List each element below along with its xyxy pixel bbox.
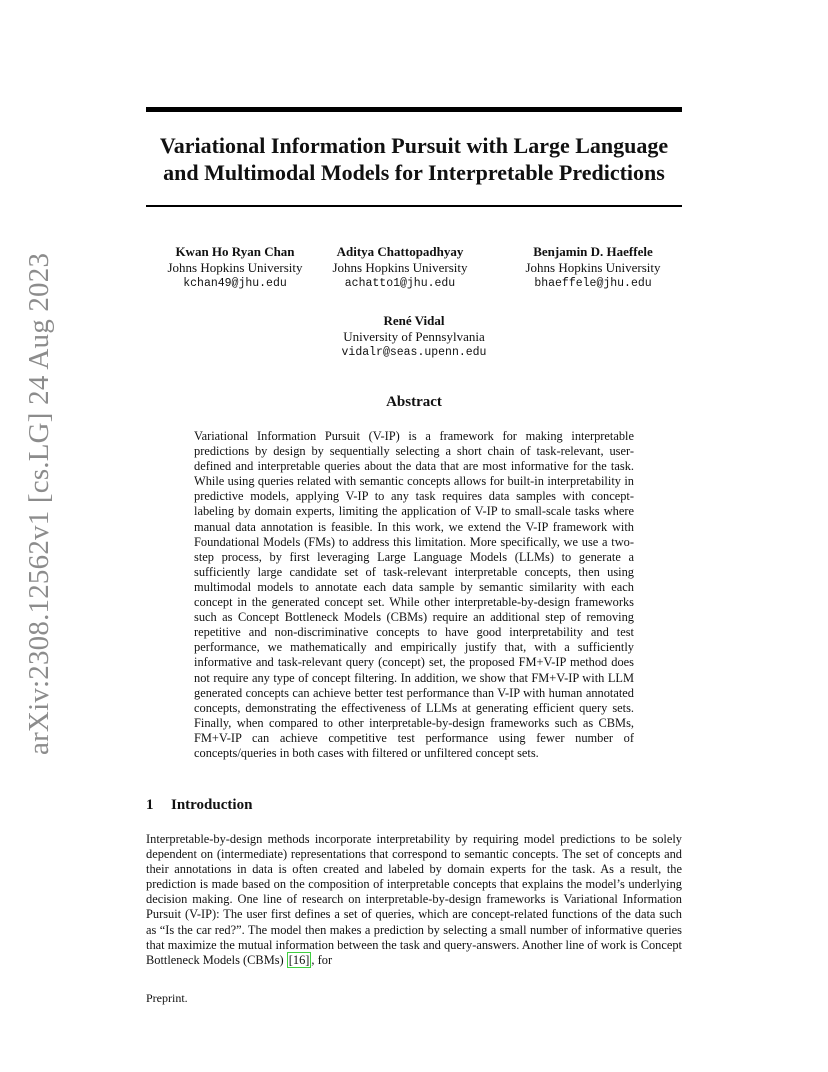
section-number: 1 [146,797,154,813]
arxiv-stamp: arXiv:2308.12562v1 [cs.LG] 24 Aug 2023 [23,252,55,755]
author-block-3 [493,244,693,292]
citation-link[interactable]: [16] [288,952,310,967]
author-affiliation: Johns Hopkins University [525,260,661,275]
author-block-4 [314,313,514,361]
author-affiliation: University of Pennsylvania [343,329,485,344]
abstract-heading: Abstract [386,394,442,410]
author-name: René Vidal [383,313,445,328]
author-affiliation: Johns Hopkins University [167,260,303,275]
author-email: bhaeffele@jhu.edu [534,277,652,290]
author-email: kchan49@jhu.edu [183,277,287,290]
author-affiliation: Johns Hopkins University [332,260,468,275]
intro-text-part: , for [311,952,333,967]
author-name: Benjamin D. Haeffele [533,244,653,259]
author-name: Aditya Chattopadhyay [336,244,464,259]
preprint-footer: Preprint. [146,991,188,1005]
intro-text-part: Interpretable-by-design methods incorporate interpretability by requiring model predictions to be solely dependent on (intermediate) representations that correspond to semantic concepts. The set of concepts and their annotations in data is often created and labeled by domain experts for the task. As a result, the prediction is made based on the composition of interpretable concepts that explains the model’s underlying decision making. One line of research on interpretable-by-design frameworks is Variational Information Pursuit (V-IP): The user first defines a set of queries, which are concept-related functions of the data such as “Is the car red?”. The model then makes a prediction by selecting a small number of informative queries that maximize the mutual information between the task and query-answers. Another line of work is Concept Bottleneck Models (CBMs) [146,832,682,967]
abstract-text: Variational Information Pursuit (V-IP) is a framework for making interpretable predictions by design by sequentially selecting a short chain of task-relevant, user-defined and interpretable queries about the data that are most informative for the task. While using queries related with semantic concepts allows for built-in interpretability in predictive models, applying V-IP to any task requires data samples with concept-labeling by domain experts, limiting the application of V-IP to small-scale tasks where manual data annotation is feasible. In this work, we extend the V-IP framework with Foundational Models (FMs) to address this limitation. More specifically, we use a two-step process, by first leveraging Large Language Models (LLMs) to generate a sufficiently large candidate set of task-relevant interpretable concepts, then using multimodal models to annotate each data sample by semantic similarity with each concept in the generated concept set. While other interpretable-by-design frameworks such as Concept Bottleneck Models (CBMs) require an additional step of removing repetitive and non-discriminative concepts to have good interpretability and test performance, we mathematically and empirically justify that, with a sufficiently informative and task-relevant query (concept) set, the proposed FM+V-IP method does not require any type of concept filtering. In addition, we show that FM+V-IP with LLM generated concepts can achieve better test performance than V-IP with human annotated concepts, demonstrating the effectiveness of LLMs at generating efficient query sets. Finally, when compared to other interpretable-by-design frameworks such as CBMs, FM+V-IP can achieve competitive test performance using fewer number of concepts/queries in both cases with filtered or unfiltered concept sets. [194,429,634,760]
author-email: vidalr@seas.upenn.edu [341,346,487,359]
title-top-rule [146,107,682,112]
section-title: Introduction [171,797,253,813]
introduction-text [146,832,682,968]
author-name: Kwan Ho Ryan Chan [175,244,295,259]
author-block-2 [300,244,500,292]
title-bottom-rule [146,205,682,207]
section-heading [146,797,682,814]
author-email: achatto1@jhu.edu [344,277,456,290]
paper-title: Variational Information Pursuit with Large Language and Multimodal Models for Interpretable Predictions [159,133,669,185]
